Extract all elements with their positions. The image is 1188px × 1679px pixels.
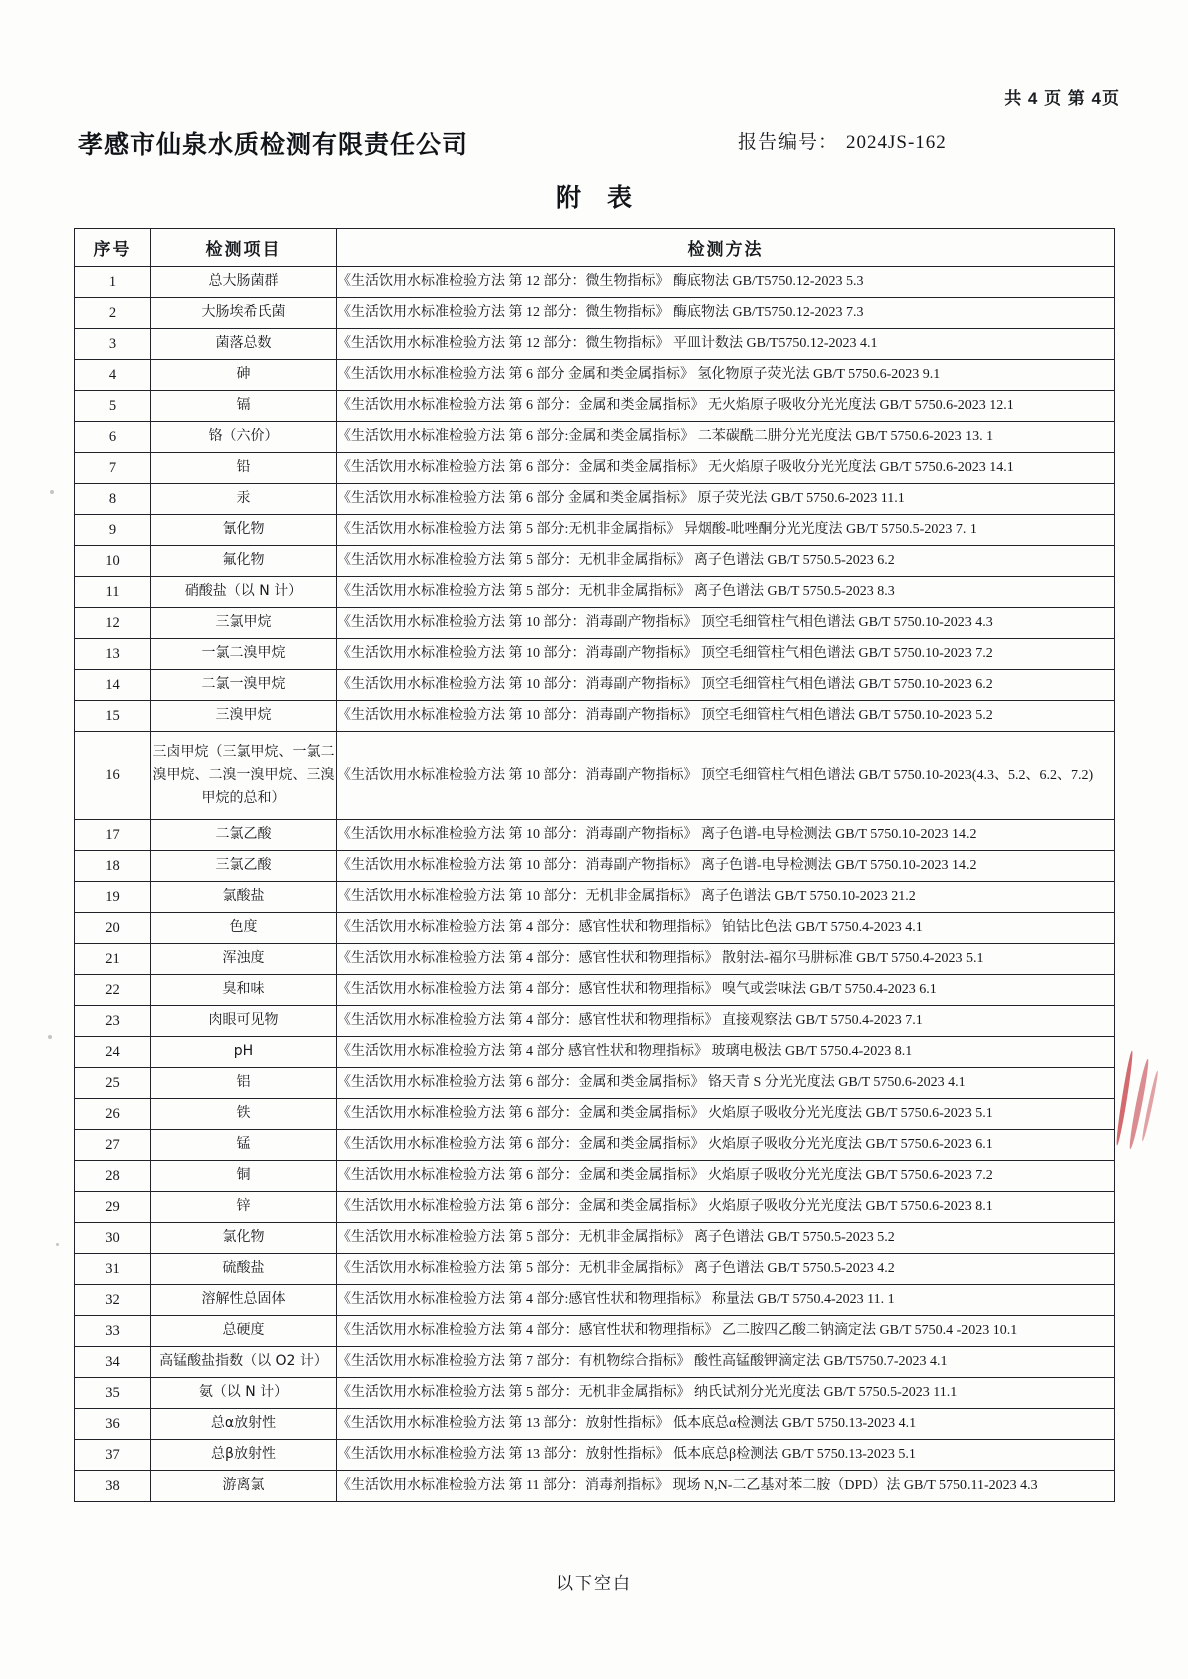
cell-item: 铬（六价）: [151, 422, 337, 453]
report-number-label: 报告编号：: [738, 132, 839, 153]
table-header-row: [75, 229, 1115, 267]
cell-no: 38: [75, 1471, 151, 1502]
cell-no: 26: [75, 1099, 151, 1130]
table-row: [75, 882, 1115, 913]
cell-item: 溶解性总固体: [151, 1285, 337, 1316]
table-row: [75, 670, 1115, 701]
cell-item: 总硬度: [151, 1316, 337, 1347]
scan-speck: [50, 490, 54, 494]
cell-no: 31: [75, 1254, 151, 1285]
table-row: [75, 1006, 1115, 1037]
cell-method: 《生活饮用水标准检验方法 第 4 部分 感官性状和物理指标》 玻璃电极法 GB/T 5750.4-2023 8.1: [337, 1037, 1115, 1068]
cell-no: 16: [75, 732, 151, 820]
column-header-method: 检测方法: [337, 229, 1115, 267]
cell-no: 21: [75, 944, 151, 975]
table-row: [75, 1161, 1115, 1192]
cell-item: 铝: [151, 1068, 337, 1099]
cell-no: 3: [75, 329, 151, 360]
cell-no: 1: [75, 267, 151, 298]
cell-item: 三氯乙酸: [151, 851, 337, 882]
cell-method: 《生活饮用水标准检验方法 第 12 部分：微生物指标》 酶底物法 GB/T5750.12-2023 7.3: [337, 298, 1115, 329]
cell-item: 硫酸盐: [151, 1254, 337, 1285]
cell-item: 总β放射性: [151, 1440, 337, 1471]
cell-method: 《生活饮用水标准检验方法 第 6 部分：金属和类金属指标》 无火焰原子吸收分光光度法 GB/T 5750.6-2023 12.1: [337, 391, 1115, 422]
cell-item: 氟化物: [151, 546, 337, 577]
end-note: 以下空白: [556, 1574, 632, 1594]
table-row: [75, 515, 1115, 546]
method-table: [74, 228, 1115, 1502]
cell-method: 《生活饮用水标准检验方法 第 13 部分：放射性指标》 低本底总α检测法 GB/T 5750.13-2023 4.1: [337, 1409, 1115, 1440]
red-stamp-mark: [1110, 1050, 1164, 1165]
cell-no: 28: [75, 1161, 151, 1192]
cell-no: 23: [75, 1006, 151, 1037]
table-row: [75, 639, 1115, 670]
cell-item: 三氯甲烷: [151, 608, 337, 639]
cell-method: 《生活饮用水标准检验方法 第 10 部分：消毒副产物指标》 离子色谱-电导检测法 GB/T 5750.10-2023 14.2: [337, 851, 1115, 882]
cell-item: 汞: [151, 484, 337, 515]
cell-no: 9: [75, 515, 151, 546]
cell-method: 《生活饮用水标准检验方法 第 10 部分：消毒副产物指标》 顶空毛细管柱气相色谱法 GB/T 5750.10-2023(4.3、5.2、6.2、7.2): [337, 732, 1115, 820]
cell-method: 《生活饮用水标准检验方法 第 7 部分：有机物综合指标》 酸性高锰酸钾滴定法 GB/T5750.7-2023 4.1: [337, 1347, 1115, 1378]
table-row: [75, 267, 1115, 298]
cell-item: 铁: [151, 1099, 337, 1130]
cell-no: 6: [75, 422, 151, 453]
table-row: [75, 1347, 1115, 1378]
cell-method: 《生活饮用水标准检验方法 第 6 部分:金属和类金属指标》 二苯碳酰二肼分光光度法 GB/T 5750.6-2023 13. 1: [337, 422, 1115, 453]
cell-no: 4: [75, 360, 151, 391]
cell-no: 25: [75, 1068, 151, 1099]
table-row: [75, 577, 1115, 608]
cell-no: 13: [75, 639, 151, 670]
cell-item: 色度: [151, 913, 337, 944]
cell-method: 《生活饮用水标准检验方法 第 12 部分：微生物指标》 酶底物法 GB/T5750.12-2023 5.3: [337, 267, 1115, 298]
cell-item: 氯化物: [151, 1223, 337, 1254]
cell-method: 《生活饮用水标准检验方法 第 5 部分：无机非金属指标》 离子色谱法 GB/T 5750.5-2023 6.2: [337, 546, 1115, 577]
cell-item: 总大肠菌群: [151, 267, 337, 298]
scan-speck: [56, 1243, 59, 1246]
table-row: [75, 1192, 1115, 1223]
table-row: [75, 1254, 1115, 1285]
table-row: [75, 944, 1115, 975]
cell-method: 《生活饮用水标准检验方法 第 12 部分：微生物指标》 平皿计数法 GB/T5750.12-2023 4.1: [337, 329, 1115, 360]
cell-method: 《生活饮用水标准检验方法 第 6 部分：金属和类金属指标》 火焰原子吸收分光光度法 GB/T 5750.6-2023 5.1: [337, 1099, 1115, 1130]
table-row: [75, 298, 1115, 329]
table-row: [75, 1316, 1115, 1347]
cell-method: 《生活饮用水标准检验方法 第 6 部分 金属和类金属指标》 氢化物原子荧光法 GB/T 5750.6-2023 9.1: [337, 360, 1115, 391]
cell-method: 《生活饮用水标准检验方法 第 5 部分：无机非金属指标》 离子色谱法 GB/T 5750.5-2023 5.2: [337, 1223, 1115, 1254]
cell-no: 10: [75, 546, 151, 577]
cell-no: 18: [75, 851, 151, 882]
table-row: [75, 1471, 1115, 1502]
cell-method: 《生活饮用水标准检验方法 第 10 部分：消毒副产物指标》 顶空毛细管柱气相色谱法 GB/T 5750.10-2023 4.3: [337, 608, 1115, 639]
column-header-item: 检测项目: [151, 229, 337, 267]
page-title: 附表: [555, 183, 658, 212]
cell-method: 《生活饮用水标准检验方法 第 4 部分：感官性状和物理指标》 乙二胺四乙酸二钠滴定法 GB/T 5750.4 -2023 10.1: [337, 1316, 1115, 1347]
table-row: [75, 546, 1115, 577]
table-row: [75, 360, 1115, 391]
report-number-value: 2024JS-162: [846, 132, 947, 153]
cell-method: 《生活饮用水标准检验方法 第 4 部分：感官性状和物理指标》 散射法-福尔马肼标准 GB/T 5750.4-2023 5.1: [337, 944, 1115, 975]
cell-no: 32: [75, 1285, 151, 1316]
cell-no: 24: [75, 1037, 151, 1068]
cell-no: 37: [75, 1440, 151, 1471]
company-name: 孝感市仙泉水质检测有限责任公司: [78, 130, 469, 159]
cell-method: 《生活饮用水标准检验方法 第 6 部分：金属和类金属指标》 无火焰原子吸收分光光度法 GB/T 5750.6-2023 14.1: [337, 453, 1115, 484]
cell-item: 一氯二溴甲烷: [151, 639, 337, 670]
table-row: [75, 484, 1115, 515]
table-row: [75, 701, 1115, 732]
table-row: [75, 820, 1115, 851]
cell-method: 《生活饮用水标准检验方法 第 4 部分：感官性状和物理指标》 直接观察法 GB/T 5750.4-2023 7.1: [337, 1006, 1115, 1037]
table-row: [75, 1440, 1115, 1471]
page-count: 共 4 页 第 4页: [1004, 89, 1120, 108]
cell-no: 35: [75, 1378, 151, 1409]
cell-method: 《生活饮用水标准检验方法 第 5 部分:无机非金属指标》 异烟酸-吡唑酮分光光度法 GB/T 5750.5-2023 7. 1: [337, 515, 1115, 546]
cell-item: 高锰酸盐指数（以 O2 计）: [151, 1347, 337, 1378]
cell-item: 砷: [151, 360, 337, 391]
cell-item: pH: [151, 1037, 337, 1068]
table-row: [75, 913, 1115, 944]
cell-method: 《生活饮用水标准检验方法 第 4 部分:感官性状和物理指标》 称量法 GB/T 5750.4-2023 11. 1: [337, 1285, 1115, 1316]
cell-method: 《生活饮用水标准检验方法 第 4 部分：感官性状和物理指标》 铂钴比色法 GB/T 5750.4-2023 4.1: [337, 913, 1115, 944]
cell-no: 2: [75, 298, 151, 329]
table-row: [75, 422, 1115, 453]
table-row: [75, 1223, 1115, 1254]
table-row: [75, 1285, 1115, 1316]
cell-no: 15: [75, 701, 151, 732]
cell-no: 27: [75, 1130, 151, 1161]
table-row: [75, 1130, 1115, 1161]
report-number: [738, 127, 947, 154]
cell-no: 19: [75, 882, 151, 913]
table-row: [75, 1378, 1115, 1409]
cell-method: 《生活饮用水标准检验方法 第 5 部分：无机非金属指标》 离子色谱法 GB/T 5750.5-2023 8.3: [337, 577, 1115, 608]
cell-no: 12: [75, 608, 151, 639]
cell-no: 11: [75, 577, 151, 608]
cell-no: 20: [75, 913, 151, 944]
cell-item: 二氯乙酸: [151, 820, 337, 851]
cell-item: 菌落总数: [151, 329, 337, 360]
cell-method: 《生活饮用水标准检验方法 第 6 部分：金属和类金属指标》 铬天青 S 分光光度法 GB/T 5750.6-2023 4.1: [337, 1068, 1115, 1099]
table-row: [75, 851, 1115, 882]
table-body: [75, 267, 1115, 1502]
table-row: [75, 608, 1115, 639]
cell-item: 肉眼可见物: [151, 1006, 337, 1037]
cell-item: 铅: [151, 453, 337, 484]
cell-item: 锌: [151, 1192, 337, 1223]
cell-no: 14: [75, 670, 151, 701]
cell-item: 游离氯: [151, 1471, 337, 1502]
cell-method: 《生活饮用水标准检验方法 第 10 部分：消毒副产物指标》 顶空毛细管柱气相色谱法 GB/T 5750.10-2023 6.2: [337, 670, 1115, 701]
table-row: [75, 975, 1115, 1006]
cell-item: 氨（以 N 计）: [151, 1378, 337, 1409]
column-header-no: 序号: [75, 229, 151, 267]
cell-item: 硝酸盐（以 N 计）: [151, 577, 337, 608]
cell-no: 8: [75, 484, 151, 515]
cell-item: 氯酸盐: [151, 882, 337, 913]
cell-no: 36: [75, 1409, 151, 1440]
cell-method: 《生活饮用水标准检验方法 第 11 部分：消毒剂指标》 现场 N,N-二乙基对苯二胺（DPD）法 GB/T 5750.11-2023 4.3: [337, 1471, 1115, 1502]
cell-no: 22: [75, 975, 151, 1006]
cell-no: 29: [75, 1192, 151, 1223]
cell-item: 总α放射性: [151, 1409, 337, 1440]
table-row: [75, 391, 1115, 422]
cell-item: 镉: [151, 391, 337, 422]
table-row: [75, 732, 1115, 820]
cell-method: 《生活饮用水标准检验方法 第 10 部分：无机非金属指标》 离子色谱法 GB/T 5750.10-2023 21.2: [337, 882, 1115, 913]
cell-method: 《生活饮用水标准检验方法 第 6 部分 金属和类金属指标》 原子荧光法 GB/T 5750.6-2023 11.1: [337, 484, 1115, 515]
document-header: [78, 125, 1110, 161]
cell-method: 《生活饮用水标准检验方法 第 13 部分：放射性指标》 低本底总β检测法 GB/T 5750.13-2023 5.1: [337, 1440, 1115, 1471]
table-row: [75, 1037, 1115, 1068]
cell-item: 三卤甲烷（三氯甲烷、一氯二溴甲烷、二溴一溴甲烷、三溴甲烷的总和）: [151, 732, 337, 820]
cell-method: 《生活饮用水标准检验方法 第 6 部分：金属和类金属指标》 火焰原子吸收分光光度法 GB/T 5750.6-2023 8.1: [337, 1192, 1115, 1223]
cell-method: 《生活饮用水标准检验方法 第 10 部分：消毒副产物指标》 顶空毛细管柱气相色谱法 GB/T 5750.10-2023 5.2: [337, 701, 1115, 732]
cell-no: 5: [75, 391, 151, 422]
cell-method: 《生活饮用水标准检验方法 第 10 部分：消毒副产物指标》 离子色谱-电导检测法 GB/T 5750.10-2023 14.2: [337, 820, 1115, 851]
cell-method: 《生活饮用水标准检验方法 第 5 部分：无机非金属指标》 纳氏试剂分光光度法 GB/T 5750.5-2023 11.1: [337, 1378, 1115, 1409]
table-row: [75, 329, 1115, 360]
cell-no: 7: [75, 453, 151, 484]
cell-method: 《生活饮用水标准检验方法 第 4 部分：感官性状和物理指标》 嗅气或尝味法 GB/T 5750.4-2023 6.1: [337, 975, 1115, 1006]
cell-item: 二氯一溴甲烷: [151, 670, 337, 701]
cell-no: 17: [75, 820, 151, 851]
cell-no: 33: [75, 1316, 151, 1347]
cell-item: 臭和味: [151, 975, 337, 1006]
cell-no: 34: [75, 1347, 151, 1378]
cell-item: 氰化物: [151, 515, 337, 546]
cell-method: 《生活饮用水标准检验方法 第 10 部分：消毒副产物指标》 顶空毛细管柱气相色谱法 GB/T 5750.10-2023 7.2: [337, 639, 1115, 670]
cell-method: 《生活饮用水标准检验方法 第 6 部分：金属和类金属指标》 火焰原子吸收分光光度法 GB/T 5750.6-2023 7.2: [337, 1161, 1115, 1192]
table-row: [75, 1099, 1115, 1130]
cell-no: 30: [75, 1223, 151, 1254]
table-row: [75, 1068, 1115, 1099]
cell-item: 铜: [151, 1161, 337, 1192]
scan-speck: [48, 1035, 52, 1039]
table-row: [75, 453, 1115, 484]
cell-item: 三溴甲烷: [151, 701, 337, 732]
cell-item: 浑浊度: [151, 944, 337, 975]
cell-item: 大肠埃希氏菌: [151, 298, 337, 329]
cell-method: 《生活饮用水标准检验方法 第 5 部分：无机非金属指标》 离子色谱法 GB/T 5750.5-2023 4.2: [337, 1254, 1115, 1285]
cell-method: 《生活饮用水标准检验方法 第 6 部分：金属和类金属指标》 火焰原子吸收分光光度法 GB/T 5750.6-2023 6.1: [337, 1130, 1115, 1161]
table-row: [75, 1409, 1115, 1440]
cell-item: 锰: [151, 1130, 337, 1161]
